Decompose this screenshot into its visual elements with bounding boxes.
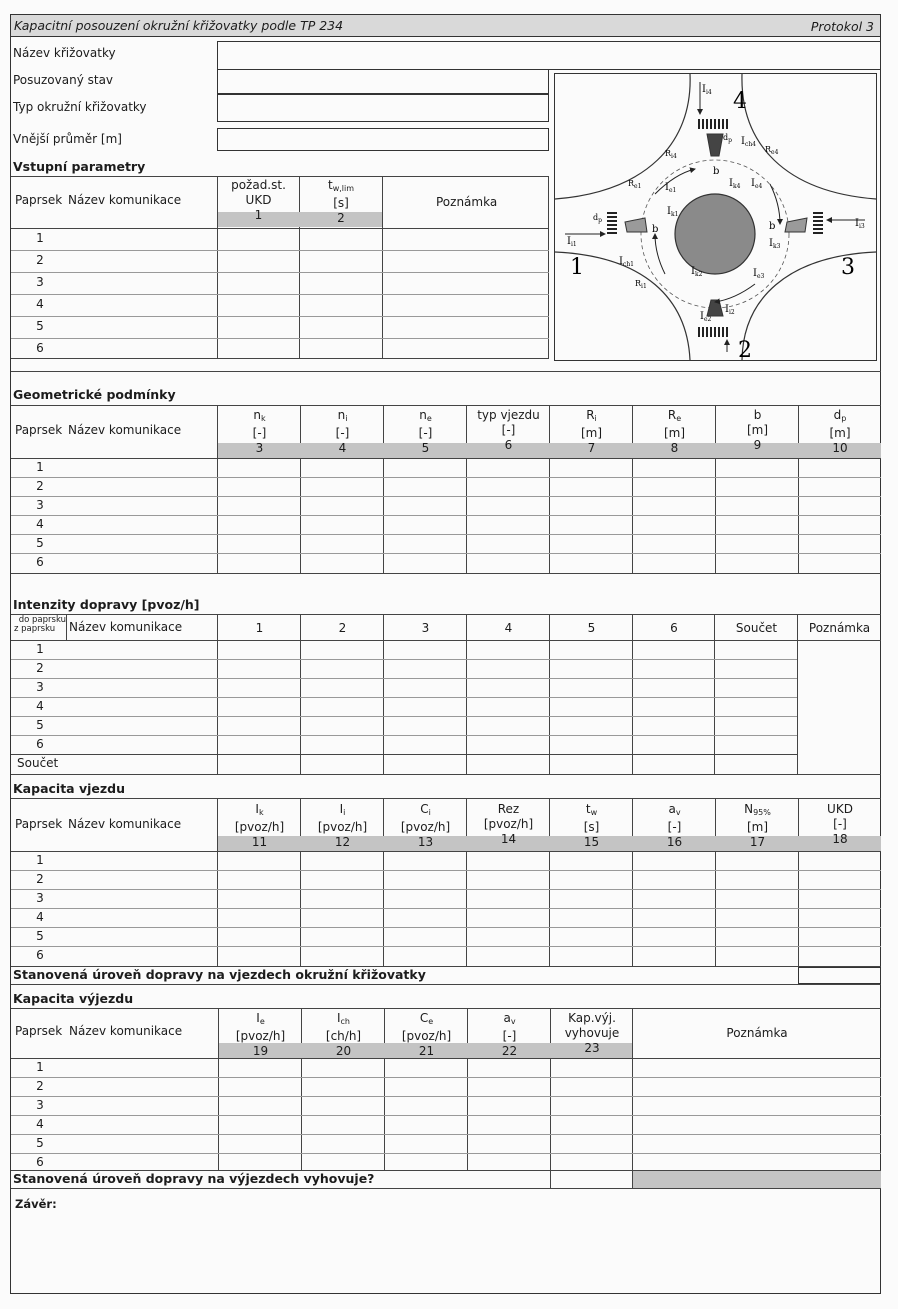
zaver-label: Závěr:: [15, 1197, 57, 1211]
roundabout-diagram: [554, 73, 877, 361]
label-ik2: $I_{k2}$: [691, 266, 703, 278]
intenzity-col-6: 6: [670, 621, 678, 635]
label-ii1: $I_{i1}$: [567, 236, 577, 248]
label-ri1: $R_{i1}$: [635, 279, 647, 290]
vyjezd-row-num: 4: [36, 1117, 44, 1131]
section-intenzity: Intenzity dopravy [pvoz/h]: [13, 597, 200, 612]
vjezd-col-rez: Rez [pvoz/h] 14: [483, 802, 534, 846]
vyjezd-row-num: 6: [36, 1155, 44, 1169]
diameter-field[interactable]: [217, 128, 549, 151]
geom-row-num: 5: [36, 536, 44, 550]
vyjezd-nazev-header: Název komunikace: [69, 1024, 183, 1038]
intenzity-corner-header: do paprsku z paprsku: [14, 615, 66, 634]
vyjezd-col-kap: Kap.výj. vyhovuje 23: [564, 1011, 620, 1055]
label-ie1: $I_{e1}$: [665, 182, 677, 194]
form-title: Kapacitní posouzení okružní křižovatky podle TP 234: [14, 18, 344, 33]
vjezd-col-ukd: UKD [-] 18: [827, 802, 853, 846]
label-re1: $R_{e1}$: [628, 179, 642, 190]
vjezd-row-num: 1: [36, 853, 44, 867]
geom-col-ni: $n_i$ [-] 4: [335, 408, 350, 455]
type-field[interactable]: [217, 94, 549, 122]
intenzity-col-poznamka: Poznámka: [808, 621, 871, 635]
intenzity-row-num: 2: [36, 661, 44, 675]
intenzity-soucet-row: Součet: [17, 756, 59, 770]
geom-col-dp: $d_p$ [m] 10: [829, 408, 851, 455]
vjezd-col-ik: $I_k$ [pvoz/h] 11: [234, 802, 285, 849]
intenzity-col-1: 1: [255, 621, 264, 635]
vyjezd-col-ie: $I_e$ [pvoz/h] 19: [235, 1011, 286, 1058]
label-ri4: $R_{i4}$: [665, 149, 677, 160]
title-bar: [11, 15, 880, 37]
vjezd-nazev-header: Název komunikace: [68, 817, 182, 831]
vjezd-col-av: $a_v$ [-] 16: [666, 802, 683, 849]
intersection-name-field[interactable]: [217, 41, 881, 70]
vstup-row-num: 1: [36, 231, 44, 245]
vjezd-row-num: 2: [36, 872, 44, 886]
vjezd-row-num: 4: [36, 910, 44, 924]
arm-2-label: 2: [738, 338, 752, 360]
geom-col-typ-vjezdu: typ vjezdu [-] 6: [477, 408, 540, 452]
geom-col-ri: $R_i$ [m] 7: [580, 408, 603, 455]
vyjezd-col-ich: $I_{ch}$ [ch/h] 20: [325, 1011, 362, 1058]
zaver-field[interactable]: [11, 1213, 880, 1293]
label-ik1: $I_{k1}$: [667, 206, 679, 218]
label-ii4: $I_{i4}$: [702, 84, 712, 96]
roundabout-drawing: [555, 74, 876, 360]
intenzity-nazev-header: Název komunikace: [69, 620, 183, 634]
label-ie4: $I_{e4}$: [751, 178, 763, 190]
intenzity-col-5: 5: [587, 621, 596, 635]
label-ich1: $I_{ch1}$: [619, 256, 634, 268]
geom-nazev-header: Název komunikace: [68, 423, 182, 437]
label-diameter: Vnější průměr [m]: [13, 132, 122, 146]
section-kapacita-vyjezdu: Kapacita výjezdu: [13, 991, 134, 1006]
geom-row-num: 1: [36, 460, 44, 474]
intenzity-row-num: 6: [36, 737, 44, 751]
label-type: Typ okružní křižovatky: [13, 100, 147, 114]
vstup-row-num: 2: [36, 253, 44, 267]
label-b-arm1: b: [652, 224, 659, 235]
intenzity-col-3: 3: [421, 621, 430, 635]
vjezd-row-num: 6: [36, 948, 44, 962]
vyjezd-result-field[interactable]: [550, 1170, 633, 1189]
arm-3-label: 3: [841, 255, 855, 280]
vstup-nazev-header: Název komunikace: [68, 193, 182, 207]
label-b-arm4: b: [713, 166, 720, 177]
vstup-paprsek-header: Paprsek: [15, 193, 63, 207]
label-ie2: $I_{e2}$: [700, 311, 712, 323]
vstup-row-num: 5: [36, 319, 44, 333]
label-dp: $d_p$: [723, 133, 732, 144]
geom-col-nk: $n_k$ [-] 3: [252, 408, 267, 455]
intenzity-row-num: 3: [36, 680, 44, 694]
vjezd-col-tw: $t_w$ [s] 15: [583, 802, 600, 849]
arm-1-label: 1: [570, 255, 584, 280]
geom-row-num: 4: [36, 517, 44, 531]
label-ik3: $I_{k3}$: [769, 238, 781, 250]
label-ich4: $I_{ch4}$: [741, 136, 756, 148]
vyjezd-row-num: 2: [36, 1079, 44, 1093]
vyjezd-row-num: 5: [36, 1136, 44, 1150]
vyjezd-col-av: $a_v$ [-] 22: [501, 1011, 518, 1058]
vjezd-paprsek-header: Paprsek: [15, 817, 63, 831]
label-state: Posuzovaný stav: [13, 73, 114, 87]
section-geometricke-podminky: Geometrické podmínky: [13, 387, 176, 402]
geom-row-num: 6: [36, 555, 44, 569]
vstup-row-num: 6: [36, 341, 44, 355]
vstup-poznamka-header: Poznámka: [436, 195, 498, 209]
intenzity-row-num: 4: [36, 699, 44, 713]
intenzity-table: [11, 614, 881, 775]
vstup-row-num: 3: [36, 275, 44, 289]
vjezd-ukd-result-field[interactable]: [798, 967, 881, 984]
vyjezd-col-ce: $C_e$ [pvoz/h] 21: [401, 1011, 452, 1058]
vyjezd-paprsek-header: Paprsek: [15, 1024, 63, 1038]
vjezd-col-ii: $I_i$ [pvoz/h] 12: [317, 802, 368, 849]
protocol-number: Protokol 3: [810, 19, 874, 34]
label-ie3: $I_{e3}$: [753, 268, 765, 280]
vjezd-row-num: 3: [36, 891, 44, 905]
label-ii3: $I_{i3}$: [855, 218, 865, 230]
vjezd-col-ci: $C_i$ [pvoz/h] 13: [400, 802, 451, 849]
label-dp-arm1: $d_p$: [593, 213, 602, 224]
state-field[interactable]: [217, 69, 549, 94]
geom-col-re: $R_e$ [m] 8: [663, 408, 686, 455]
vjezd-footer-label: Stanovená úroveň dopravy na vjezdech okružní křižovatky: [13, 967, 426, 982]
intenzity-col-soucet: Součet: [735, 621, 778, 635]
vyjezd-footer-label: Stanovená úroveň dopravy na výjezdech vyhovuje?: [13, 1171, 375, 1186]
section-vstupni-parametry: Vstupní parametry: [13, 159, 146, 174]
geom-row-num: 2: [36, 479, 44, 493]
protocol-form: [10, 14, 881, 1294]
intenzity-col-2: 2: [338, 621, 347, 635]
geom-paprsek-header: Paprsek: [15, 423, 63, 437]
label-b-arm3: b: [769, 221, 776, 232]
vstup-col2-header: $t_{w,lim}$ [s] 2: [327, 178, 355, 225]
geom-row-num: 3: [36, 498, 44, 512]
label-ik4: $I_{k4}$: [729, 178, 741, 190]
geom-col-b: b [m] 9: [746, 408, 769, 452]
intenzity-col-4: 4: [504, 621, 513, 635]
vstup-col1-header: požad.st. UKD 1: [231, 178, 286, 222]
label-re4: $R_{e4}$: [765, 145, 779, 156]
intenzity-row-num: 1: [36, 642, 44, 656]
geom-col-ne: $n_e$ [-] 5: [418, 408, 433, 455]
label-intersection-name: Název křižovatky: [13, 46, 116, 60]
vyjezd-poznamka-header: Poznámka: [726, 1026, 788, 1040]
vjezd-row-num: 5: [36, 929, 44, 943]
intenzity-row-num: 5: [36, 718, 44, 732]
vyjezd-row-num: 3: [36, 1098, 44, 1112]
vjezd-col-n95: $N_{95\%}$ [m] 17: [744, 802, 771, 849]
vyjezd-row-num: 1: [36, 1060, 44, 1074]
label-ii2: $I_{i2}$: [725, 304, 735, 316]
vstup-row-num: 4: [36, 297, 44, 311]
arm-4-label: 4: [733, 89, 747, 114]
section-kapacita-vjezdu: Kapacita vjezdu: [13, 781, 125, 796]
